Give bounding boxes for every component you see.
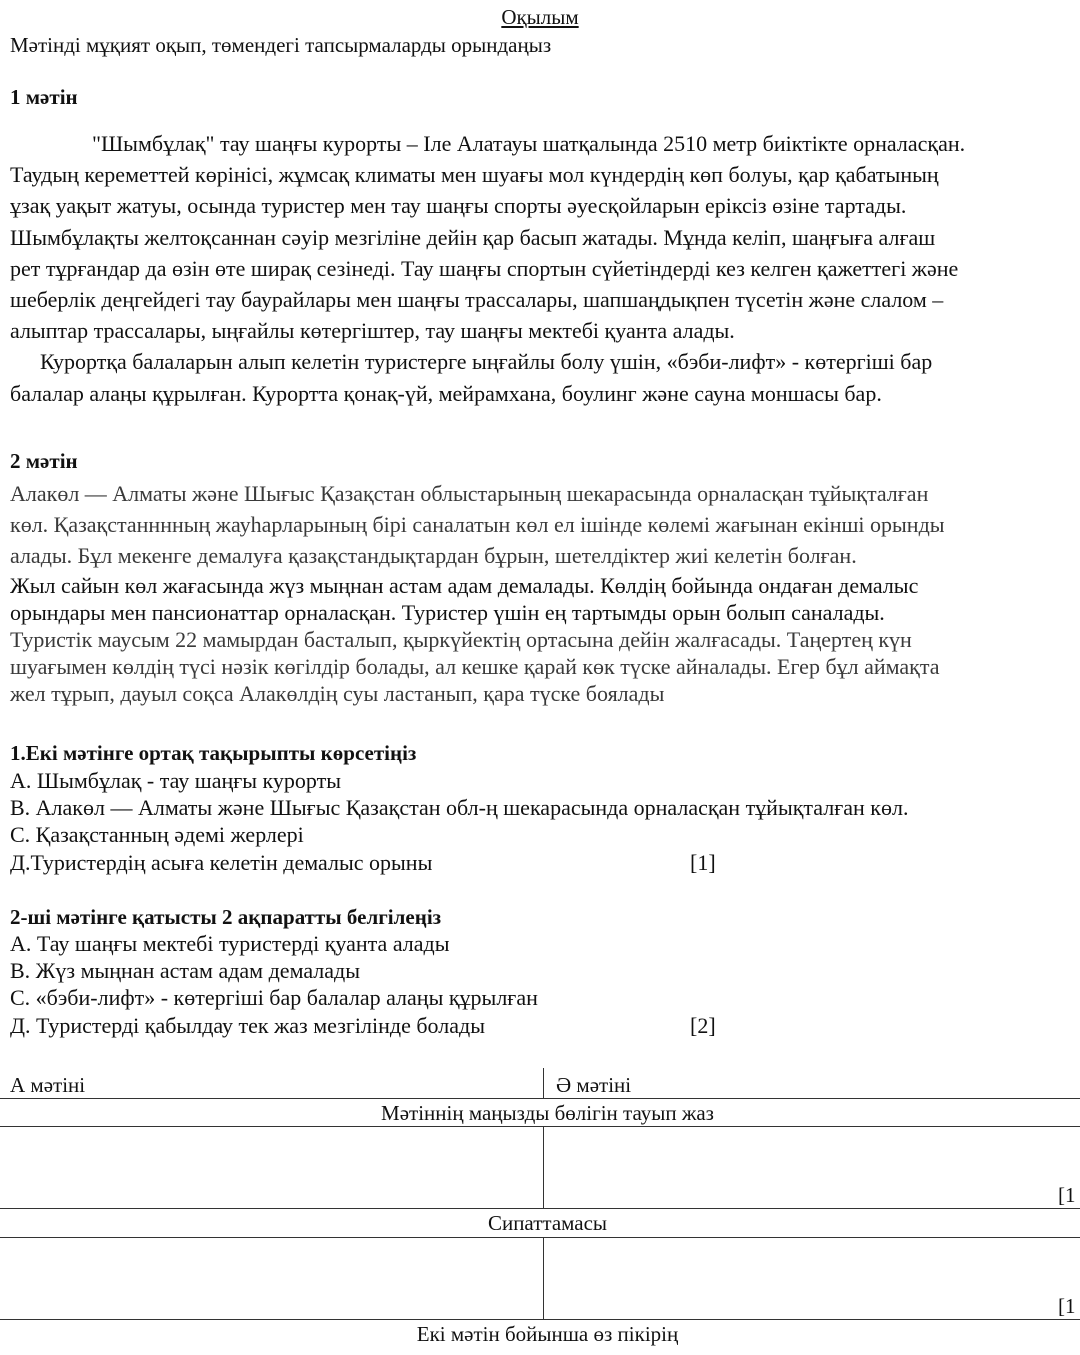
text2-line: Алакөл — Алматы және Шығыс Қазақстан облыстарының шекарасында орналасқан тұйықталған — [10, 481, 929, 506]
text2-body-c — [10, 626, 1078, 707]
text2-line: көл. Қазақстанннның жауһарларының бірі саналатын көл ел ішінде көлемі жағынан екінші орынды — [10, 512, 945, 537]
question1-option-b: В. Алакөл — Алматы және Шығыс Қазақстан обл-ң шекарасында орналасқан тұйықталған көл. — [10, 795, 909, 820]
table-rule — [0, 1319, 1080, 1320]
column-header-a: А мәтіні — [10, 1073, 86, 1097]
row2-label: Сипаттамасы — [487, 1211, 608, 1235]
question2-option-d: Д. Туристерді қабылдау тек жаз мезгілінде болады — [10, 1013, 485, 1038]
page-title-text: Оқылым — [501, 5, 579, 29]
instruction: Мәтінді мұқият оқып, төмендегі тапсырмаларды орындаңыз — [10, 33, 552, 57]
row2-divider — [543, 1237, 544, 1319]
text2-line: Жыл сайын көл жағасында жүз мыңнан астам адам демалады. Көлдің бойында ондаған демалыс — [10, 573, 919, 598]
row1-label: Мәтіннің маңызды бөлігін тауып жаз — [381, 1101, 714, 1125]
text1-heading: 1 мәтін — [10, 85, 78, 109]
text1-line: балалар алаңы құрылған. Курортта қонақ-үй, мейрамхана, боулинг және сауна моншасы бар. — [10, 380, 882, 406]
text1-line: ұзақ уақыт жатуы, осында туристер мен тау шаңғы спорты әуесқойларын еріксіз өзіне тартады. — [10, 193, 907, 219]
text2-body-b — [10, 572, 1078, 626]
text2-heading: 2 мәтін — [10, 449, 78, 473]
text1-line: Шымбұлақты желтоқсаннан сәуір мезгіліне дейін қар басып жатады. Мұнда келіп, шаңғыға алғаш — [10, 224, 936, 250]
text2-line: шуағымен көлдің түсі нәзік көгілдір болады, ал кешке қарай көк түске айналады. Егер бұл аймақта — [10, 654, 940, 679]
text2-line: алады. Бұл мекенге демалуға қазақстандықтардан бұрын, шетелдіктер жиі келетін болған. — [10, 543, 857, 568]
text1-line: Курортқа балаларын алып келетін туристерге ыңғайлы болу үшін, «бэби-лифт» - көтергіші бар — [40, 349, 933, 375]
question1-option-d: Д.Туристердің асыға келетін демалыс орыны — [10, 850, 433, 875]
table-rule — [0, 1126, 1080, 1127]
row3-label: Екі мәтін бойынша өз пікірің — [416, 1322, 679, 1346]
row1-divider — [543, 1126, 544, 1208]
row2-score: [1 — [1058, 1294, 1076, 1318]
question2-option-c: С. «бэби-лифт» - көтергіші бар балалар алаңы құрылған — [10, 985, 538, 1010]
text1-line: рет тұрғандар да өзін өте ширақ сезінеді. Тау шаңғы спортын сүйетіндерді кез келген қажеттегі және — [10, 255, 959, 281]
question2-option-a: А. Тау шаңғы мектебі туристерді қуанта алады — [10, 931, 450, 956]
question2-score: [2] — [690, 1013, 716, 1038]
text1-line: Таудың кереметтей көрінісі, жұмсақ климаты мен шуағы мол күндердің көп болуы, қар қабатының — [10, 162, 939, 188]
text1-line: алыптар трассалары, ыңғайлы көтергіштер, тау шаңғы мектебі қуанта алады. — [10, 318, 735, 344]
question1-score: [1] — [690, 850, 716, 875]
text1-body — [10, 128, 1078, 409]
question1-option-a: А. Шымбұлақ - тау шаңғы курорты — [10, 768, 342, 793]
text2-line: орындары мен пансионаттар орналасқан. Туристер үшін ең тартымды орын болып саналады. — [10, 600, 885, 625]
question1-option-c: С. Қазақстанның әдемі жерлері — [10, 822, 304, 847]
question1-title: 1.Екі мәтінге ортақ тақырыпты көрсетіңіз — [10, 741, 417, 765]
text2-line: жел тұрып, дауыл соқса Алакөлдің суы ластанып, қара түске боялады — [10, 681, 665, 706]
question2-option-b: В. Жүз мыңнан астам адам демалады — [10, 958, 361, 983]
page-title — [0, 4, 1080, 30]
row1-score: [1 — [1058, 1183, 1076, 1207]
text1-line: шеберлік деңгейдегі тау баурайлары мен шаңғы трассалары, шапшаңдықпен түсетін және слалом – — [10, 287, 944, 313]
column-divider-top — [543, 1068, 544, 1098]
question2-title: 2-ші мәтінге қатысты 2 ақпаратты белгілеңіз — [10, 905, 442, 929]
text2-line: Туристік маусым 22 мамырдан басталып, қыркүйектің ортасына дейін жалғасады. Таңертең күн — [10, 627, 912, 652]
column-header-b: Ә мәтіні — [556, 1073, 632, 1097]
table-rule — [0, 1208, 1080, 1209]
text1-line: "Шымбұлақ" тау шаңғы курорты – Іле Алатауы шатқалында 2510 метр биіктікте орналасқан. — [92, 131, 966, 156]
table-rule — [0, 1237, 1080, 1238]
table-rule — [0, 1098, 1080, 1099]
text2-body-a — [10, 478, 1078, 571]
